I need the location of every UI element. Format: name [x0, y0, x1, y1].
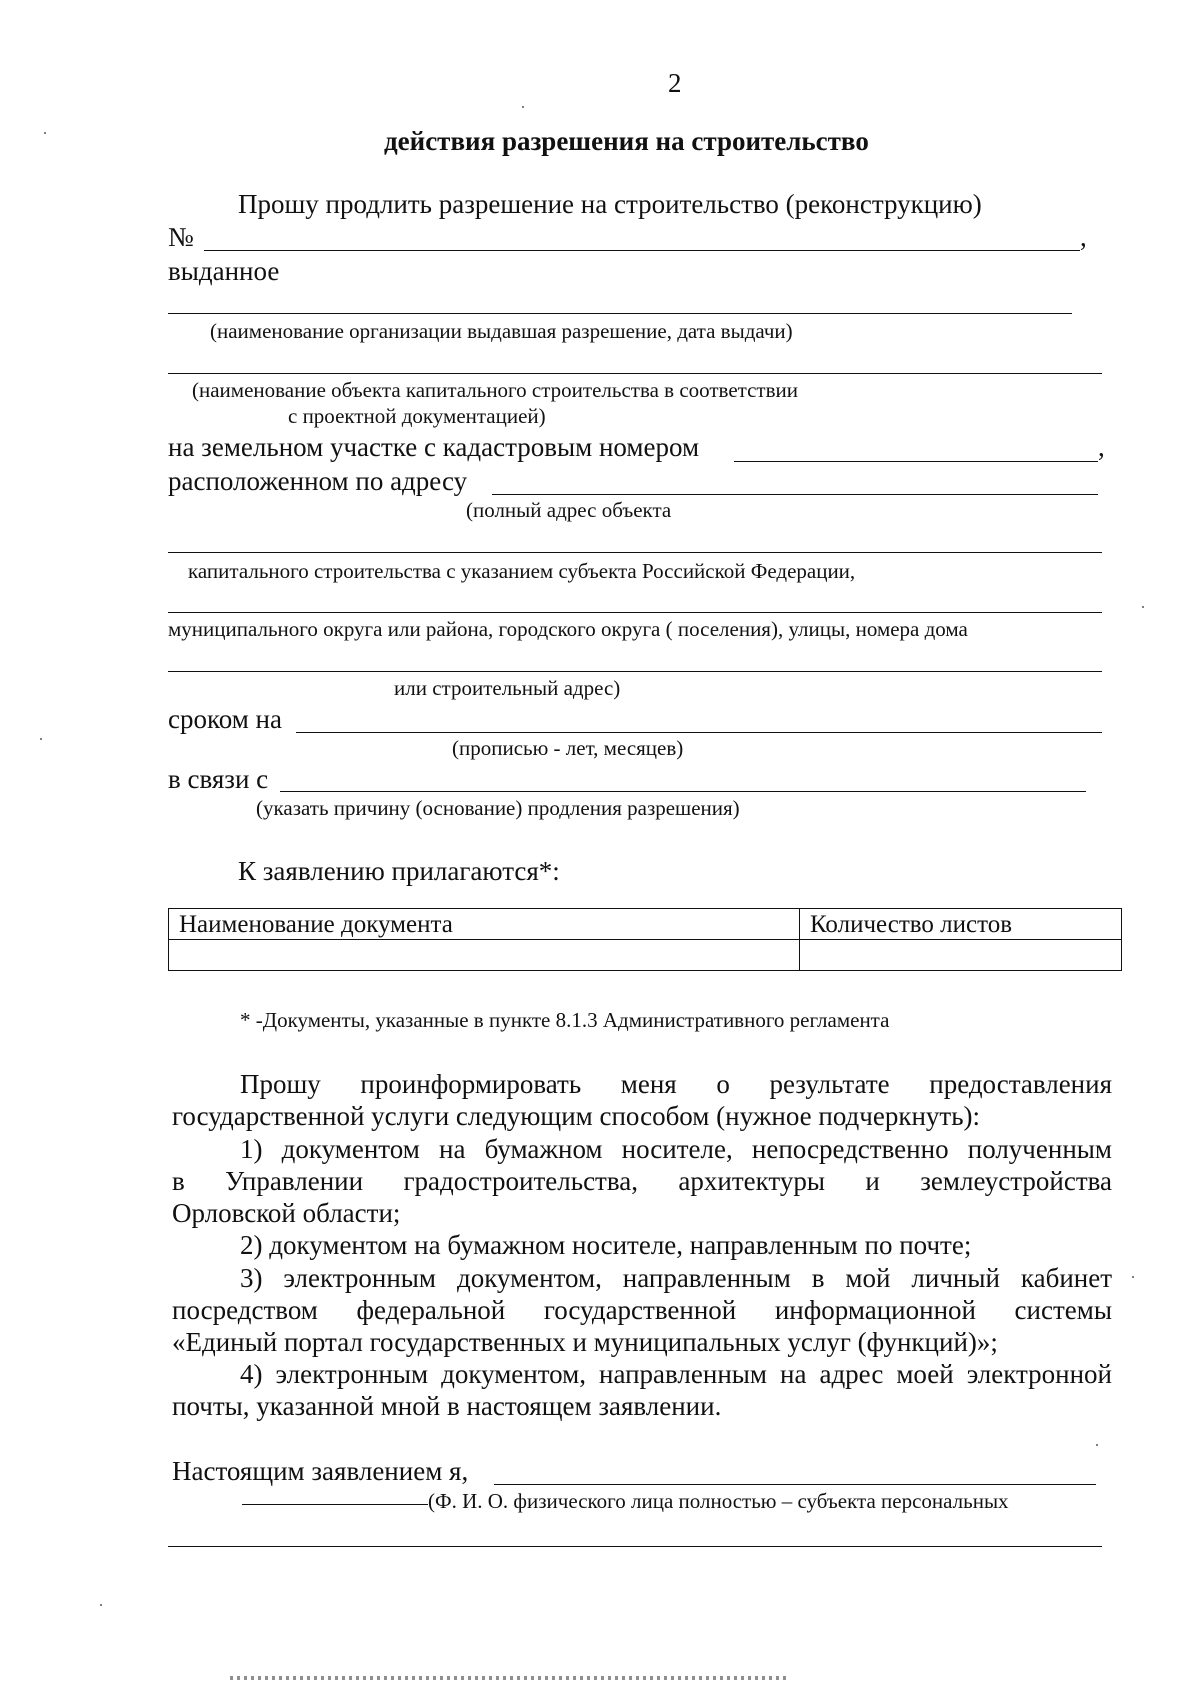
address-field-line3[interactable]	[168, 612, 1102, 613]
document-name-cell[interactable]	[169, 940, 800, 971]
address-hint-line2: капитального строительства с указанием субъекта Российской Федерации,	[188, 559, 856, 583]
column-header-document: Наименование документа	[169, 909, 800, 940]
scan-speck	[1096, 1444, 1098, 1446]
notify-line1: Прошу проинформировать меня о результате предоставления	[240, 1069, 1112, 1099]
issuer-hint: (наименование организации выдавшая разрешение, дата выдачи)	[210, 319, 793, 343]
option4-line1[interactable]: 4) электронным документом, направленным на адрес моей электронной	[240, 1359, 1112, 1389]
reason-field[interactable]	[280, 791, 1086, 792]
term-label: сроком на	[168, 704, 282, 734]
term-hint: (прописью - лет, месяцев)	[452, 736, 684, 760]
page-heading: действия разрешения на строительство	[384, 126, 869, 156]
comma: ,	[1080, 222, 1087, 252]
scan-edge-artifact	[230, 1676, 790, 1680]
scan-speck	[100, 1604, 102, 1606]
consent-label: Настоящим заявлением я,	[172, 1456, 469, 1486]
cadastral-number-field[interactable]	[734, 461, 1098, 462]
scan-speck	[522, 106, 524, 108]
scan-speck	[1132, 1276, 1134, 1278]
person-hint: (Ф. И. О. физического лица полностью – субъекта персональных	[428, 1489, 1009, 1513]
option4-line2[interactable]: почты, указанной мной в настоящем заявлении.	[172, 1391, 722, 1421]
full-name-field[interactable]	[494, 1484, 1096, 1485]
footnote: * -Документы, указанные в пункте 8.1.3 Административного регламента	[240, 1008, 890, 1032]
attachments-label: К заявлению прилагаются*:	[238, 856, 560, 886]
address-field[interactable]	[492, 494, 1098, 495]
notify-line2: государственной услуги следующим способом (нужное подчеркнуть):	[172, 1101, 981, 1131]
scan-speck	[40, 738, 42, 740]
object-name-field[interactable]	[168, 373, 1102, 374]
comma: ,	[1098, 432, 1105, 462]
address-hint-line3: муниципального округа или района, городского округа ( поселения), улицы, номера дома	[168, 617, 968, 641]
option3-line2[interactable]: посредством федеральной государственной информационной системы	[172, 1295, 1112, 1325]
issuer-field[interactable]	[168, 313, 1072, 314]
full-name-field-prefix	[242, 1504, 428, 1505]
reason-hint: (указать причину (основание) продления разрешения)	[256, 796, 740, 820]
option1-line3[interactable]: Орловской области;	[172, 1198, 401, 1228]
column-header-sheets: Количество листов	[800, 909, 1122, 940]
option3-line1[interactable]: 3) электронным документом, направленным в мой личный кабинет	[240, 1263, 1112, 1293]
address-field-line4[interactable]	[168, 671, 1102, 672]
reason-label: в связи с	[168, 764, 269, 794]
option2[interactable]: 2) документом на бумажном носителе, направленным по почте;	[240, 1230, 972, 1260]
attachments-table	[168, 908, 1122, 971]
option1-line2[interactable]: в Управлении градостроительства, архитектуры и землеустройства	[172, 1166, 1112, 1196]
permit-number-field[interactable]	[204, 250, 1080, 251]
number-label: №	[168, 222, 194, 252]
cadastral-label: на земельном участке с кадастровым номером	[168, 432, 700, 462]
full-name-field-line2[interactable]	[168, 1546, 1102, 1547]
option3-line3[interactable]: «Единый портал государственных и муниципальных услуг (функций)»;	[172, 1327, 998, 1357]
option1-line1[interactable]: 1) документом на бумажном носителе, непосредственно полученным	[240, 1134, 1112, 1164]
table-header-row	[169, 909, 1122, 940]
address-hint-line1: (полный адрес объекта	[466, 498, 672, 522]
address-label: расположенном по адресу	[168, 466, 468, 496]
request-line: Прошу продлить разрешение на строительство (реконструкцию)	[238, 189, 982, 219]
issued-label: выданное	[168, 256, 280, 286]
table-row[interactable]	[169, 940, 1122, 971]
scan-speck	[44, 132, 46, 134]
object-hint-line1: (наименование объекта капитального строительства в соответствии	[192, 378, 798, 402]
page-number: 2	[668, 68, 682, 98]
scan-speck	[1142, 606, 1144, 608]
address-field-line2[interactable]	[168, 552, 1102, 553]
sheet-count-cell[interactable]	[800, 940, 1122, 971]
address-hint-line4: или строительный адрес)	[394, 676, 621, 700]
object-hint-line2: с проектной документацией)	[288, 404, 546, 428]
term-field[interactable]	[296, 732, 1102, 733]
